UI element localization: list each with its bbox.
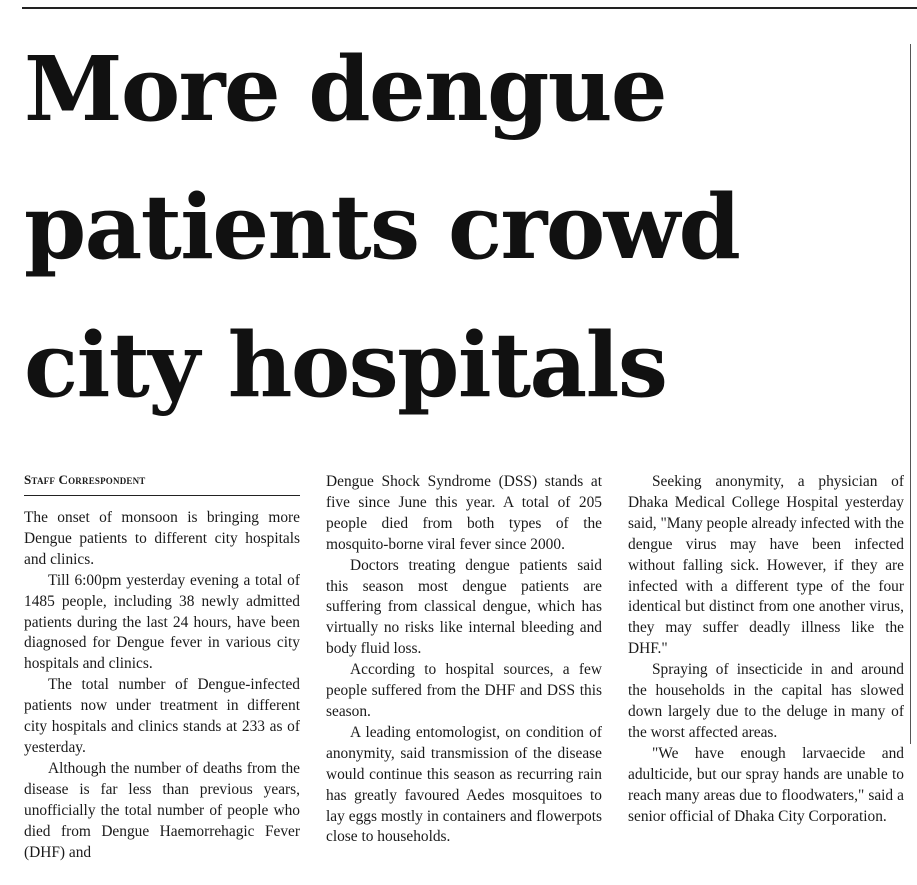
paragraph: Spraying of insecticide in and around the households in the capital has slowed down largely due to the deluge in many of the worst affected areas. xyxy=(628,661,904,741)
paragraph: According to hospital sources, a few people suffered from the DHF and DSS this season. xyxy=(326,661,602,720)
article-column-2 xyxy=(326,472,602,848)
paragraph: Dengue Shock Syndrome (DSS) stands at five since June this year. A total of 205 people died from both types of the mosquito-borne viral fever since 2000. xyxy=(326,473,602,553)
headline: More dengue patients crowd city hospitals xyxy=(24,36,740,417)
column-edge-rule xyxy=(910,44,911,744)
article-column-1 xyxy=(24,470,300,863)
paragraph: Till 6:00pm yesterday evening a total of 1485 people, including 38 newly admitted patients during the last 24 hours, have been diagnosed for Dengue fever in various city hospitals and clinics. xyxy=(24,571,300,673)
paragraph: Although the number of deaths from the disease is far less than previous years, unofficially the total number of people who died from Dengue Haemorrehagic Fever (DHF) and xyxy=(24,759,300,861)
paragraph: Seeking anonymity, a physician of Dhaka Medical College Hospital yesterday said, "Many people already infected with the dengue virus may have been infected without falling sick. However, if they are infected with a different type of the four identical but distinct from one another virus, they may suffer deadly illness like the DHF." xyxy=(628,473,904,658)
paragraph: A leading entomologist, on condition of anonymity, said transmission of the disease would continue this season as recurring rain has greatly favoured Aedes mosquitoes to lay eggs mostly in containers and flowerpots close to households. xyxy=(326,723,602,846)
paragraph: The total number of Dengue-infected patients now under treatment in different city hospitals and clinics stands at 233 as of yesterday. xyxy=(24,676,300,756)
article-column-3 xyxy=(628,472,904,827)
byline: Staff Correspondent xyxy=(24,470,300,496)
paragraph: "We have enough larvaecide and adulticide, but our spray hands are unable to reach many areas due to floodwaters," said a senior official of Dhaka City Corporation. xyxy=(628,744,904,825)
top-rule xyxy=(22,7,917,9)
paragraph: Doctors treating dengue patients said this season most dengue patients are suffering from classical dengue, which has virtually no risks like internal bleeding and body fluid loss. xyxy=(326,556,602,658)
paragraph: The onset of monsoon is bringing more Dengue patients to different city hospitals and clinics. xyxy=(24,509,300,568)
